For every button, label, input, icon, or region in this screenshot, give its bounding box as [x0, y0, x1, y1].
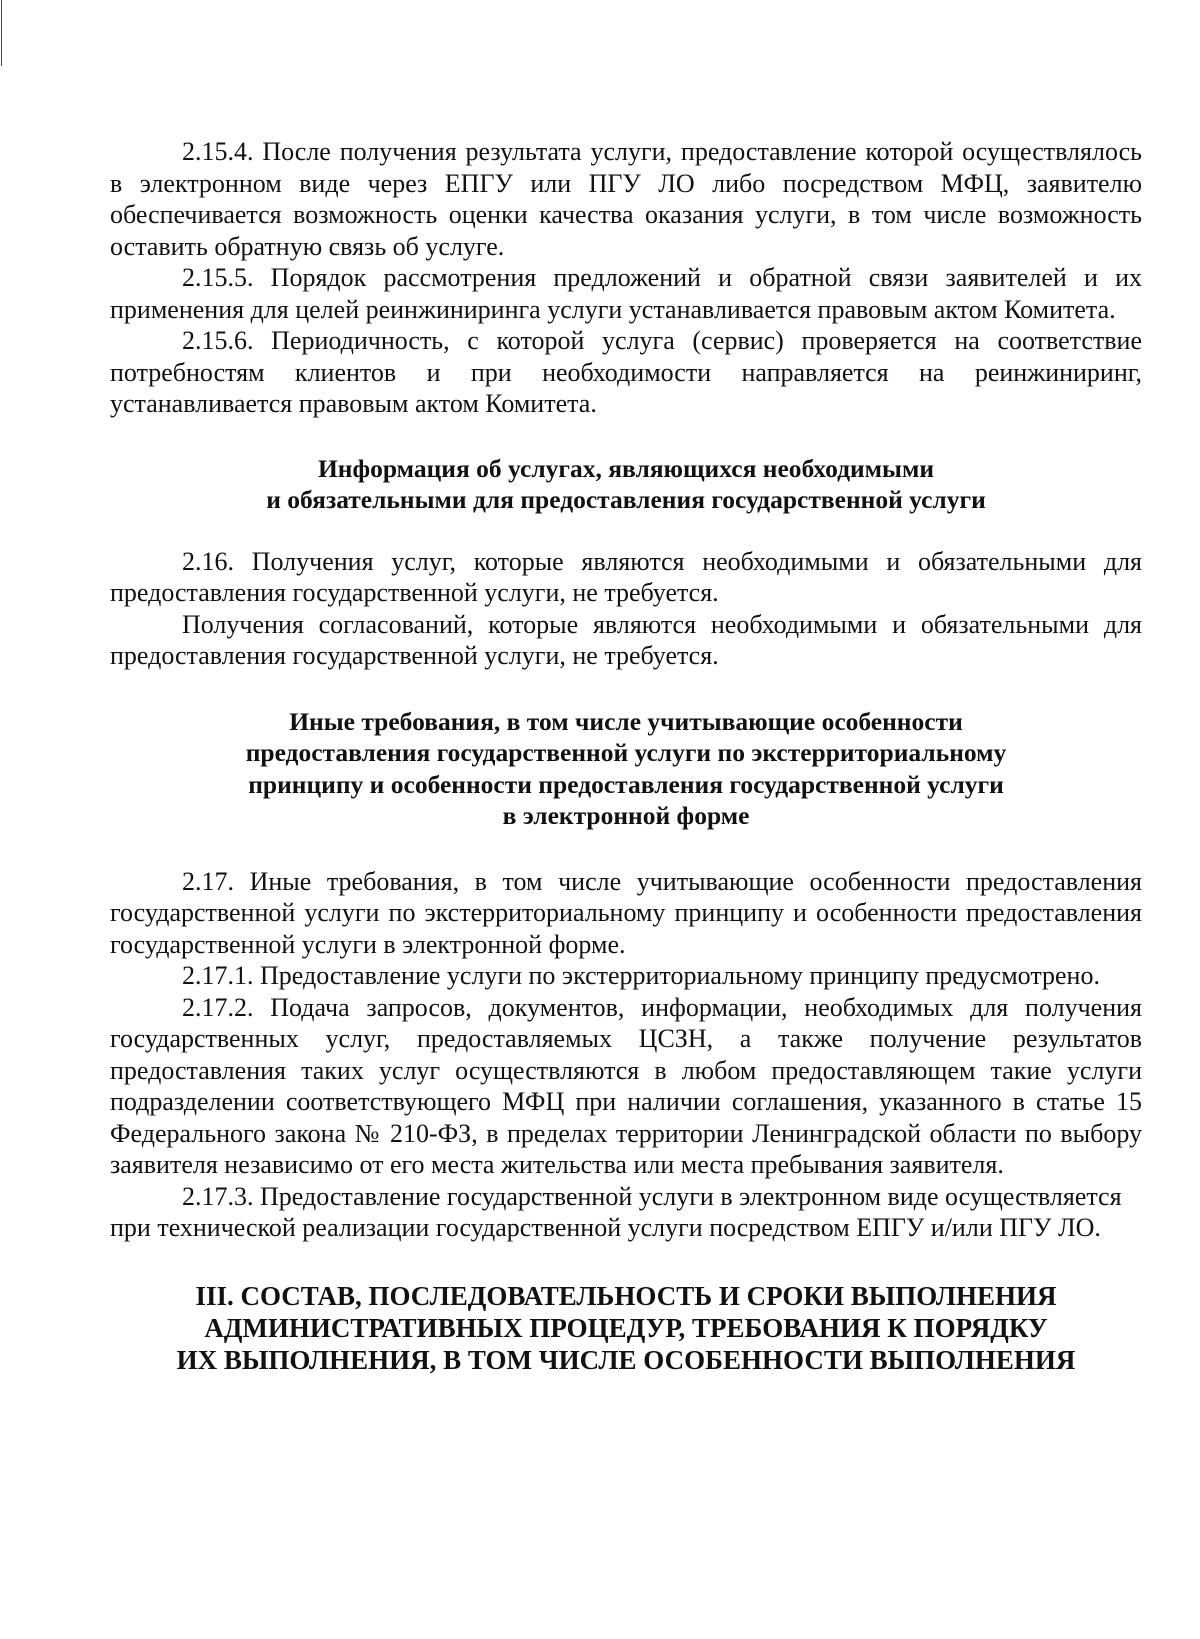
heading-other-requirements — [110, 706, 1142, 832]
heading-line: в электронной форме — [502, 801, 750, 830]
section-title-line: ИХ ВЫПОЛНЕНИЯ, В ТОМ ЧИСЛЕ ОСОБЕННОСТИ ВЫПОЛНЕНИЯ — [176, 1344, 1076, 1375]
paragraph-2-17-1: 2.17.1. Предоставление услуги по экстерриториальному принципу предусмотрено. — [182, 961, 1100, 990]
paragraph-2-17: 2.17. Иные требования, в том числе учитывающие особенности предоставления государственной услуги по экстерриториальному принципу и особенности предоставления государственной услуги в электронной форме. — [110, 866, 1142, 959]
document-body — [110, 136, 1142, 1376]
section-title-iii — [110, 1280, 1142, 1376]
paragraph-2-16: 2.16. Получения услуг, которые являются необходимыми и обязательными для предоставления государственной услуги, не требуется. — [110, 546, 1142, 607]
heading-services-info — [110, 453, 1142, 516]
heading-line: Иные требования, в том числе учитывающие особенности — [289, 706, 963, 736]
paragraph-2-15-5: 2.15.5. Порядок рассмотрения предложений и обратной связи заявителей и их применения для целей реинжиниринга услуги устанавливается правовым актом Комитета. — [110, 263, 1142, 324]
paragraph-2-15-6: 2.15.6. Периодичность, с которой услуга (сервис) проверяется на соответствие потребностям клиентов и при необходимости направляется на реинжиниринг, устанавливается правовым актом Комитета. — [110, 326, 1142, 418]
paragraph-2-15-4: 2.15.4. После получения результата услуги, предоставление которой осуществлялось в электронном виде через ЕПГУ или ПГУ ЛО либо посредством МФЦ, заявителю обеспечивается возможность оценки качества оказания услуги, в том числе возможность оставить обратную связь об услуге. — [110, 137, 1142, 261]
heading-line: Информация об услугах, являющихся необходимыми — [317, 453, 935, 483]
paragraph-2-17-3: 2.17.3. Предоставление государственной услуги в электронном виде осуществляется при технической реализации государственной услуги посредством ЕПГУ и/или ПГУ ЛО. — [110, 1181, 1122, 1242]
scan-edge-line — [1, 0, 2, 66]
paragraph-2-17-2: 2.17.2. Подача запросов, документов, информации, необходимых для получения государственных услуг, предоставляемых ЦСЗН, а также получение результатов предоставления таких услуг осуществляются в любом предоставляющем такие услуги подразделении соответствующего МФЦ при наличии соглашения, указанного в статье 15 Федерального закона № 210-ФЗ, в пределах территории Ленинградской области по выбору заявителя независимо от его места жительства или места пребывания заявителя. — [110, 992, 1142, 1179]
heading-line: принципу и особенности предоставления государственной услуги — [248, 769, 1004, 799]
section-title-line: АДМИНИСТРАТИВНЫХ ПРОЦЕДУР, ТРЕБОВАНИЯ К ПОРЯДКУ — [204, 1312, 1048, 1343]
paragraph-approvals: Получения согласований, которые являются необходимыми и обязательными для предоставления государственной услуги, не требуется. — [110, 609, 1142, 670]
heading-line: и обязательными для предоставления государственной услуги — [266, 485, 986, 514]
section-title-line: III. СОСТАВ, ПОСЛЕДОВАТЕЛЬНОСТЬ И СРОКИ ВЫПОЛНЕНИЯ — [195, 1280, 1057, 1311]
heading-line: предоставления государственной услуги по экстерриториальному — [245, 738, 1007, 767]
